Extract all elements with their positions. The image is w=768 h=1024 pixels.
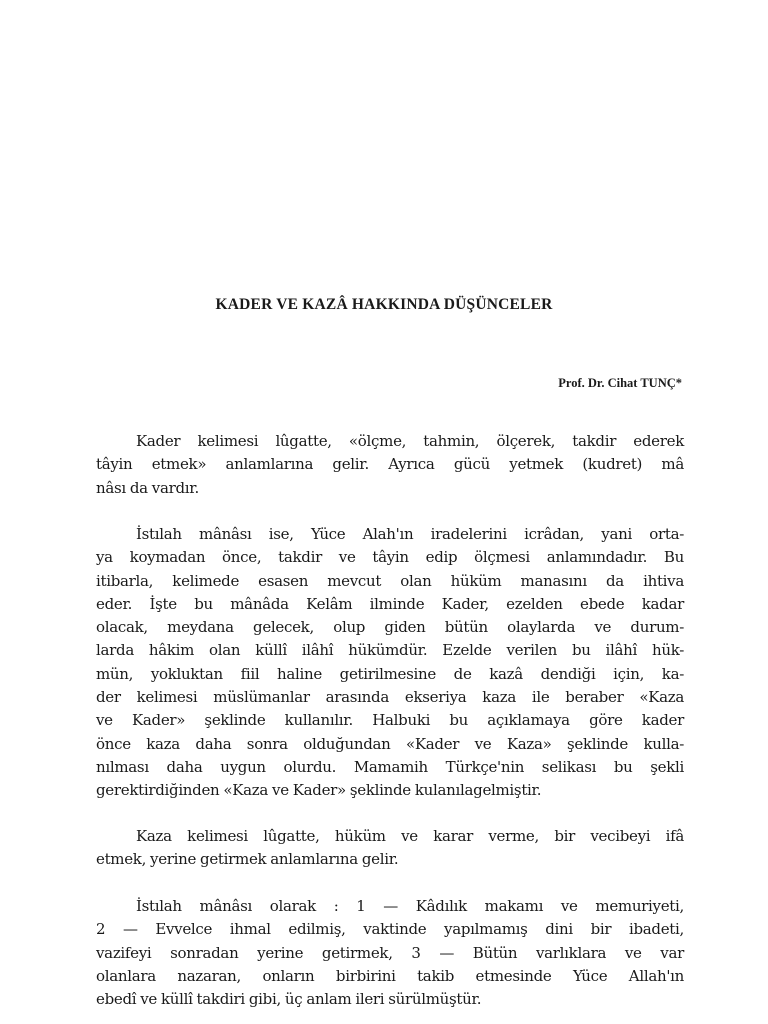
paragraph-3	[96, 825, 684, 872]
text-line: itibarla, kelimede esasen mevcut olan hüküm manasını da ihtiva	[96, 571, 684, 590]
text-line: larda hâkim olan küllî ilâhî hükümdür. Ezelde verilen bu ilâhî hük-	[96, 641, 684, 660]
text-line: ya koymadan önce, takdir ve tâyin edip ölçmesi anlamındadır. Bu	[96, 548, 684, 567]
text-line: olanlara nazaran, onların birbirini takib etmesinde Yüce Allah'ın	[96, 966, 684, 985]
text-line: olacak, meydana gelecek, olup giden bütün olaylarda ve durum-	[96, 618, 684, 637]
text-line: tâyin etmek» anlamlarına gelir. Ayrıca gücü yetmek (kudret) mâ	[96, 455, 684, 474]
text-line: önce kaza daha sonra olduğundan «Kader ve Kaza» şeklinde kulla-	[96, 734, 684, 753]
article-title: KADER VE KAZÂ HAKKINDA DÜŞÜNCELER	[215, 296, 553, 313]
text-line: nılması daha uygun olurdu. Mamamih Türkçe'nin selikası bu şekli	[96, 757, 684, 776]
text-line: vazifeyi sonradan yerine getirmek, 3 — Bütün varlıklara ve var	[96, 943, 684, 962]
text-line: ve Kader» şeklinde kullanılır. Halbuki bu açıklamaya göre kader	[96, 711, 684, 730]
paragraph-4	[96, 895, 684, 1011]
text-line: İstılah mânâsı olarak : 1 — Kâdılık makamı ve memuriyeti,	[136, 897, 684, 915]
text-line: ebedî ve küllî takdiri gibi, üç anlam ileri sürülmüştür.	[96, 990, 482, 1009]
text-line: der kelimesi müslümanlar arasında ekseriya kaza ile beraber «Kaza	[96, 688, 684, 707]
text-line: İstılah mânâsı ise, Yüce Alah'ın iradelerini icrâdan, yani orta-	[136, 525, 684, 543]
text-line: Kaza kelimesi lûgatte, hüküm ve karar verme, bir vecibeyi ifâ	[136, 827, 684, 845]
paragraph-1	[96, 430, 684, 500]
text-line: etmek, yerine getirmek anlamlarına gelir.	[96, 850, 399, 869]
text-line: nâsı da vardır.	[96, 478, 199, 497]
paragraph-2	[96, 523, 684, 803]
text-line: gerektirdiğinden «Kaza ve Kader» şeklinde kulanılagelmiştir.	[96, 781, 542, 800]
text-line: eder. İşte bu mânâda Kelâm ilminde Kader, ezelden ebede kadar	[96, 594, 684, 613]
text-line: mün, yokluktan fiil haline getirilmesine de kazâ dendiği için, ka-	[96, 664, 684, 683]
article-author: Prof. Dr. Cihat TUNÇ*	[558, 376, 682, 390]
text-line: Kader kelimesi lûgatte, «ölçme, tahmin, ölçerek, takdir ederek	[136, 432, 684, 450]
text-line: 2 — Evvelce ihmal edilmiş, vaktinde yapılmamış dini bir ibadeti,	[96, 920, 684, 939]
